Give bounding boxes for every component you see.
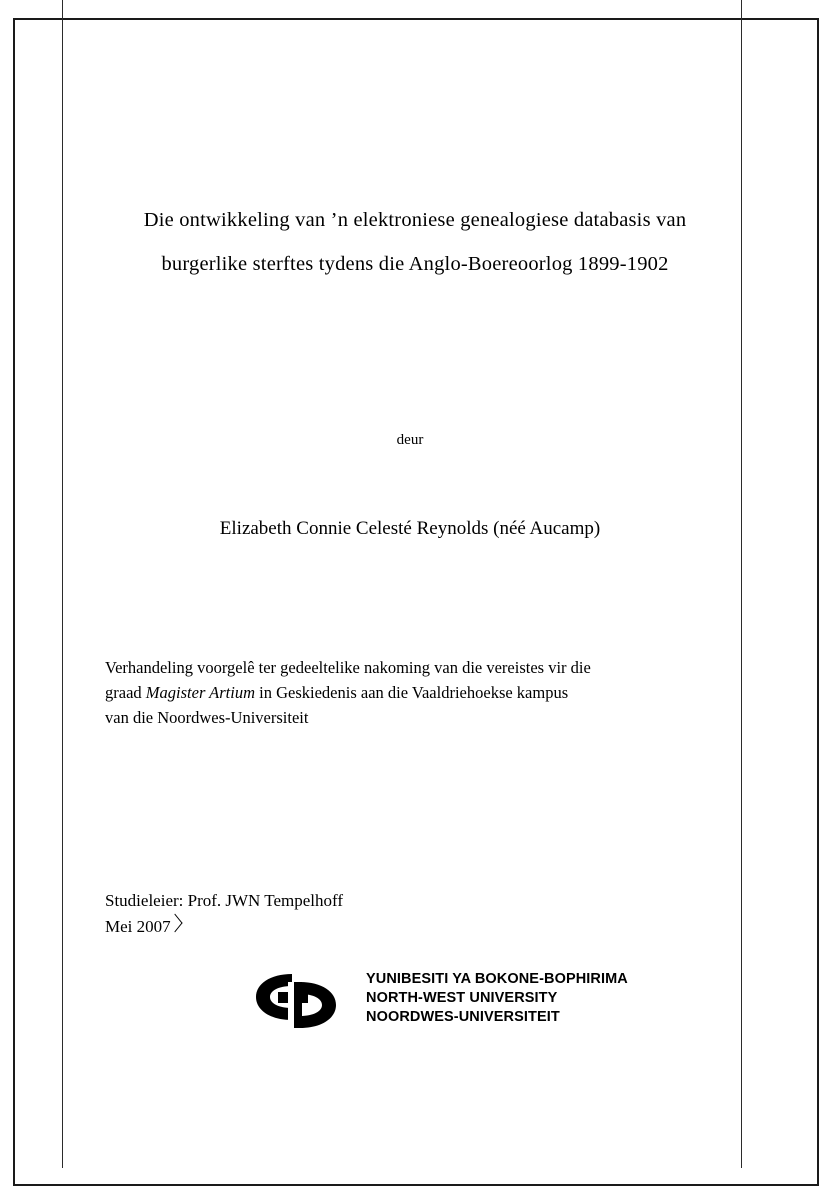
- degree-name: Magister Artium: [145, 683, 256, 702]
- logo-line-2: NORTH-WEST UNIVERSITY: [366, 990, 558, 1006]
- degree-statement: [105, 655, 718, 730]
- title-line-2: burgerlike sterftes tydens die Anglo-Boereoorlog 1899-1902: [161, 253, 669, 275]
- statement-line-3: van die Noordwes-Universiteit: [105, 708, 309, 727]
- logo-line-3: NOORDWES-UNIVERSITEIT: [366, 1009, 560, 1025]
- logo-line-1: YUNIBESITI YA BOKONE-BOPHIRIMA: [366, 971, 628, 987]
- date-line-wrap: [105, 914, 171, 940]
- author-name: Elizabeth Connie Celesté Reynolds (néé Aucamp): [219, 518, 601, 539]
- university-logo-text: [366, 970, 628, 1027]
- date-line: Mei 2007: [105, 917, 171, 936]
- nwu-cd-logo-icon: [248, 968, 360, 1034]
- thesis-title: [100, 198, 730, 286]
- statement-line-2: [105, 680, 718, 705]
- statement-line-1: Verhandeling voorgelê ter gedeeltelike nakoming van die vereistes vir die: [105, 658, 591, 677]
- title-line-1: Die ontwikkeling van ’n elektroniese genealogiese databasis van: [143, 209, 687, 231]
- supervisor-line: Studieleier: Prof. JWN Tempelhoff: [105, 891, 344, 910]
- by-label: deur: [396, 432, 424, 448]
- statement-line-2-pre: graad: [105, 683, 146, 702]
- title-page-content: [80, 0, 740, 1168]
- statement-line-2-post: in Geskiedenis aan die Vaaldriehoekse kampus: [255, 683, 569, 702]
- university-logo: [248, 968, 668, 1034]
- supervisor-block: [105, 888, 343, 940]
